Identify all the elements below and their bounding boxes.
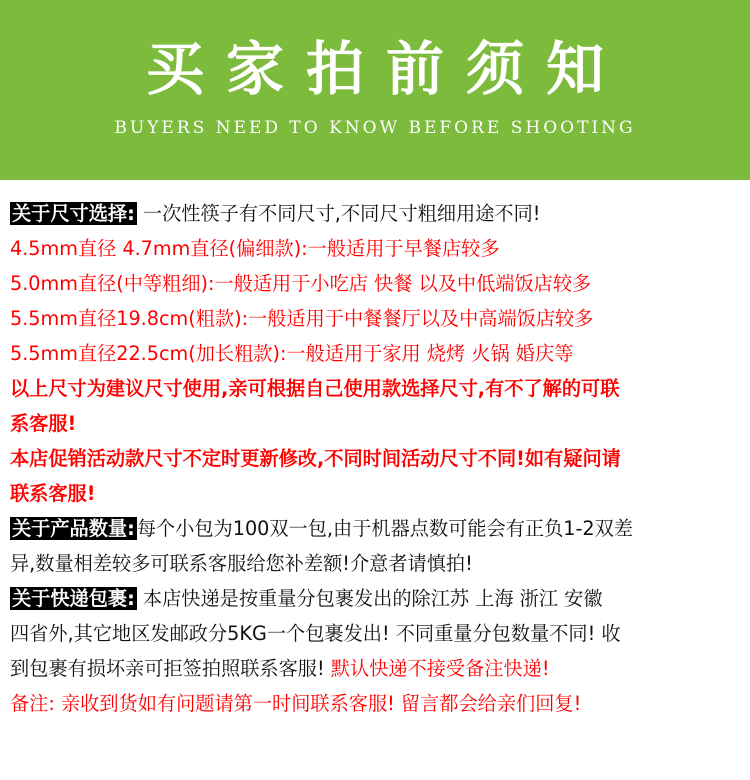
size-note-1-line-1: 以上尺寸为建议尺寸使用,亲可根据自己使用款选择尺寸,有不了解的可联 [10,377,620,400]
banner-subtitle: BUYERS NEED TO KNOW BEFORE SHOOTING [114,118,636,138]
size-note-2-line-1: 本店促销活动款尺寸不定时更新修改,不同时间活动尺寸不同!如有疑问请 [10,447,621,470]
quantity-line-2: 异,数量相差较多可联系客服给您补差额!介意者请慎拍! [10,552,473,575]
banner-title: 买家拍前须知 [145,35,626,103]
size-section-tag: 关于尺寸选择: [12,202,135,225]
size-intro-line [10,196,746,231]
shipping-warning: 默认快递不接受备注快递! [330,657,550,680]
quantity-line-1 [10,511,746,546]
quantity-section-tag: 关于产品数量: [12,517,135,540]
shipping-text-3: 到包裹有损坏亲可拒签拍照联系客服! [10,657,325,680]
notice-content [10,196,746,721]
size-item-2: 5.0mm直径(中等粗细):一般适用于小吃店 快餐 以及中低端饭店较多 [10,272,592,295]
size-note-1-line-2: 系客服! [10,412,77,435]
shipping-text-1: 本店快递是按重量分包裹发出的除江苏 上海 浙江 安徽 [142,587,603,610]
shipping-section-tag: 关于快递包裹: [12,587,135,610]
shipping-line-1 [10,581,746,616]
size-item-4: 5.5mm直径22.5cm(加长粗款):一般适用于家用 烧烤 火锅 婚庆等 [10,342,574,365]
size-item-3: 5.5mm直径19.8cm(粗款):一般适用于中餐餐厅以及中高端饭店较多 [10,307,594,330]
header-banner [0,0,750,180]
size-intro-text: 一次性筷子有不同尺寸,不同尺寸粗细用途不同! [142,202,541,225]
size-item-1: 4.5mm直径 4.7mm直径(偏细款):一般适用于早餐店较多 [10,237,500,260]
shipping-line-2: 四省外,其它地区发邮政分5KG一个包裹发出! 不同重量分包数量不同! 收 [10,622,621,645]
size-note-2-line-2: 联系客服! [10,482,96,505]
quantity-text-1: 每个小包为100双一包,由于机器点数可能会有正负1-2双差 [136,517,633,540]
remark-line: 备注: 亲收到货如有问题请第一时间联系客服! 留言都会给亲们回复! [10,692,582,715]
shipping-line-3 [10,651,746,686]
